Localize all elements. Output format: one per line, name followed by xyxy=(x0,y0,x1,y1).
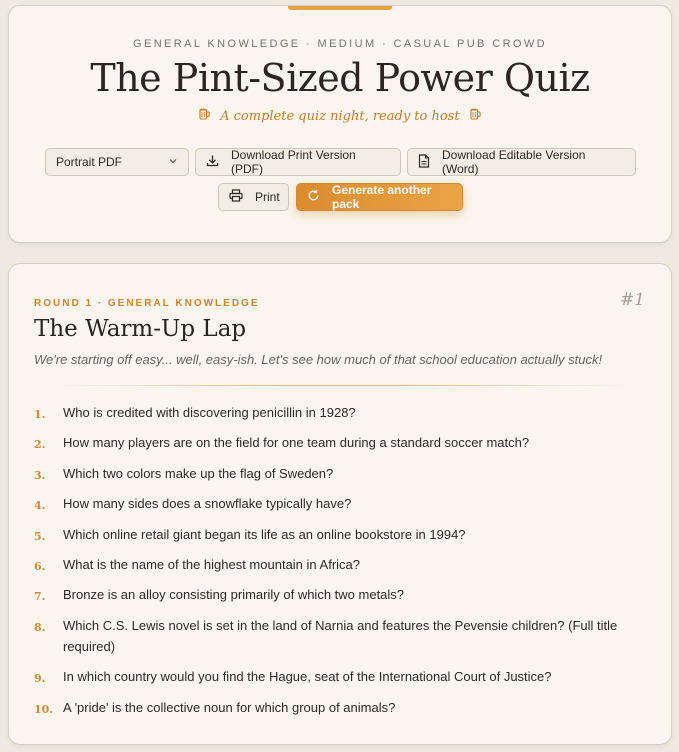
round-kicker: ROUND 1 · GENERAL KNOWLEDGE xyxy=(34,298,260,309)
question-number: 1. xyxy=(34,408,46,421)
question-item xyxy=(9,463,671,484)
format-select-value: Portrait PDF xyxy=(56,155,123,169)
divider xyxy=(49,385,633,386)
refresh-icon xyxy=(307,189,320,205)
question-item xyxy=(9,584,671,605)
question-text: Which online retail giant began its life as an online bookstore in 1994? xyxy=(63,526,466,542)
question-number: 8. xyxy=(34,620,46,634)
question-item xyxy=(9,402,671,423)
question-number: 10. xyxy=(34,702,54,716)
question-text: Which two colors make up the flag of Sweden? xyxy=(63,465,334,481)
question-text: Which C.S. Lewis novel is set in the land of Narnia and features the Pevensie children? (Full title required) xyxy=(63,617,618,654)
question-item xyxy=(9,697,671,718)
round-title: The Warm-Up Lap xyxy=(34,316,247,342)
question-text: In which country would you find the Hague, seat of the International Court of Justice? xyxy=(63,669,552,685)
question-item xyxy=(9,493,671,514)
question-text: What is the name of the highest mountain in Africa? xyxy=(63,556,361,572)
question-item xyxy=(9,615,671,657)
round-subtitle: We're starting off easy... well, easy-ish. Let's see how much of that school education actually stuck! xyxy=(34,352,603,367)
question-text: A 'pride' is the collective noun for which group of animals? xyxy=(63,699,396,715)
question-number: 6. xyxy=(34,559,46,573)
question-item xyxy=(9,666,671,687)
download-pdf-label: Download Print Version (PDF) xyxy=(231,148,356,176)
download-pdf-button[interactable] xyxy=(195,148,401,176)
document-icon xyxy=(418,154,430,171)
question-number: 3. xyxy=(34,468,46,482)
quiz-header-card xyxy=(8,5,672,243)
round-number: #1 xyxy=(619,290,645,310)
printer-icon xyxy=(229,189,243,205)
question-text: How many sides does a snowflake typically have? xyxy=(63,496,352,512)
download-icon xyxy=(206,154,219,170)
question-number: 5. xyxy=(34,529,46,543)
question-number: 4. xyxy=(34,499,46,513)
print-button[interactable] xyxy=(218,183,289,211)
beer-mug-icon xyxy=(470,109,481,123)
question-number: 9. xyxy=(34,672,46,686)
generate-pack-label: Generate another pack xyxy=(332,183,432,211)
question-text: Who is credited with discovering penicillin in 1928? xyxy=(63,405,356,420)
question-number: 7. xyxy=(34,590,46,604)
beer-mug-icon xyxy=(199,109,214,123)
download-word-label: Download Editable Version (Word) xyxy=(442,148,586,176)
generate-pack-button[interactable] xyxy=(296,183,463,211)
question-text: How many players are on the field for one team during a standard soccer match? xyxy=(63,435,530,451)
question-item xyxy=(9,524,671,545)
round-card xyxy=(8,263,672,745)
chevron-down-icon xyxy=(168,155,178,169)
format-select[interactable] xyxy=(45,148,189,176)
question-text: Bronze is an alloy consisting primarily of which two metals? xyxy=(63,587,405,603)
quiz-meta-kicker: GENERAL KNOWLEDGE · MEDIUM · CASUAL PUB CROWD xyxy=(133,38,547,50)
print-label: Print xyxy=(255,190,280,204)
accent-bar xyxy=(288,6,392,10)
download-word-button[interactable] xyxy=(407,148,636,176)
tagline-text: A complete quiz night, ready to host xyxy=(220,109,460,124)
quiz-tagline xyxy=(9,108,671,124)
question-item xyxy=(9,432,671,453)
question-number: 2. xyxy=(34,438,46,452)
question-list xyxy=(9,402,671,727)
question-item xyxy=(9,554,671,575)
quiz-title: The Pint-Sized Power Quiz xyxy=(90,56,590,100)
